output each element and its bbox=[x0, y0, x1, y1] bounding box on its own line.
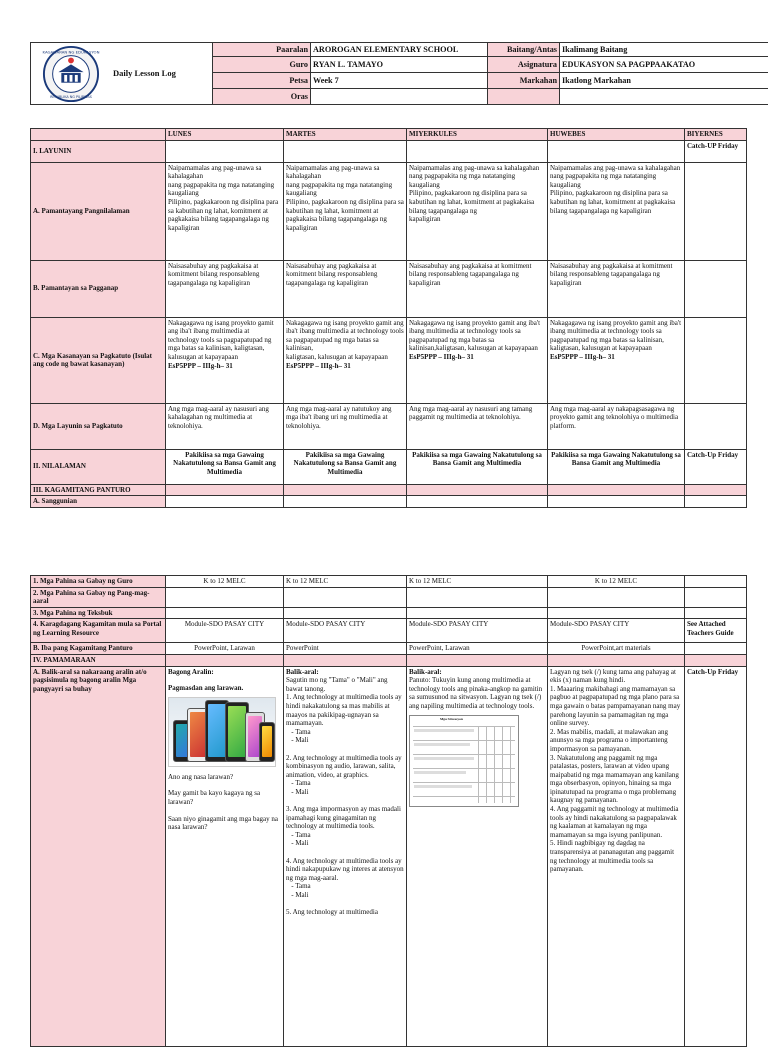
layunin-martes: Ang mga mag-aaral ay natutukoy ang mga iba't ibang uri ng multimedia at teknolohiya. bbox=[284, 403, 407, 449]
lesson-table-1 bbox=[30, 128, 747, 508]
balik-aral-miyerkules bbox=[407, 666, 548, 1046]
pangnilalaman-martes: Naipamamalas ang pag-unawa sa kahalagahan nang pagpapakita ng mga natatanging kaugaliang Pilipino, pagkakaroon ng disiplina para sa kabutihan ng lahat, komitment at pagkakaisa bilang tagapangalaga ng kapaligiran bbox=[284, 162, 407, 260]
lunes-title: Bagong Aralin: bbox=[168, 668, 281, 677]
logo-cell bbox=[31, 43, 213, 105]
balik-aral-lunes bbox=[166, 666, 284, 1046]
paaralan-label: Paaralan bbox=[213, 43, 311, 57]
sanggunian-label: A. Sanggunian bbox=[31, 496, 166, 508]
pagganap-miyerkules: Naisasabuhay ang pagkakaisa at komitment bilang responsableng tagapangalaga ng kapaligiran bbox=[407, 260, 548, 317]
kagamitan-lunes: PowerPoint, Larawan bbox=[166, 643, 284, 655]
lunes-subtitle: Pagmasdan ang larawan. bbox=[168, 684, 281, 693]
portal-lunes: Module-SDO PASAY CITY bbox=[166, 619, 284, 643]
portal-martes: Module-SDO PASAY CITY bbox=[284, 619, 407, 643]
kagamitang-panturo-label: III. KAGAMITANG PANTURO bbox=[31, 484, 166, 496]
kasanayan-label: C. Mga Kasanayan sa Pagkatuto (Isulat ang code ng bawat kasanayan) bbox=[31, 317, 166, 403]
day-miyerkules: MIYERKULES bbox=[407, 129, 548, 141]
header-table bbox=[30, 42, 768, 105]
layunin-lunes: Ang mga mag-aaral ay nasusuri ang kahalagahan ng multimedia at teknolohiya. bbox=[166, 403, 284, 449]
gabay-guro-lunes: K to 12 MELC bbox=[166, 576, 284, 588]
layunin-sa-pagkatuto-label: D. Mga Layunin sa Pagkatuto bbox=[31, 403, 166, 449]
oras-label: Oras bbox=[213, 89, 311, 105]
see-attached: See Attached Teachers Guide bbox=[685, 619, 747, 643]
layunin-label: I. LAYUNIN bbox=[31, 140, 166, 162]
martes-title: Balik-aral: bbox=[286, 668, 404, 677]
baitang-label: Baitang/Antas bbox=[488, 43, 560, 57]
lunes-question-3: Saan niyo ginagamit ang mga bagay na nasa larawan? bbox=[168, 815, 281, 832]
pagganap-lunes: Naisasabuhay ang pagkakaisa at komitment bilang responsableng tagapangalaga ng kapaligiran bbox=[166, 260, 284, 317]
balik-aral-label: A. Balik-aral sa nakaraang aralin at/o pagsisimula ng bagong aralin Mga pangyayri sa buhay bbox=[31, 666, 166, 1046]
document-title: Daily Lesson Log bbox=[113, 68, 176, 79]
day-huwebes: HUWEBES bbox=[548, 129, 685, 141]
nilalaman-martes: Pakikiisa sa mga Gawaing Nakatutulong sa Bansa Gamit ang Multimedia bbox=[284, 449, 407, 484]
day-lunes: LUNES bbox=[166, 129, 284, 141]
pagganap-huwebes: Naisasabuhay ang pagkakaisa at komitment bilang responsableng tagapangalaga ng kapaligiran bbox=[548, 260, 685, 317]
guro-value: RYAN L. TAMAYO bbox=[311, 57, 488, 73]
kasanayan-martes: Nakagagawa ng isang proyekto gamit ang iba't ibang multimedia at technology tools sa pagpapatupad ng mga batas sa kalinisan, kaligtasan, kalusugan at kapayapaan EsP5PPP – IIIg-h– 31 bbox=[284, 317, 407, 403]
guro-label: Guro bbox=[213, 57, 311, 73]
pagganap-martes: Naisasabuhay ang pagkakaisa at komitment bilang responsableng tagapangalaga ng kapaligiran bbox=[284, 260, 407, 317]
gabay-guro-martes: K to 12 MELC bbox=[284, 576, 407, 588]
kagamitan-martes: PowerPoint bbox=[284, 643, 407, 655]
gabay-guro-huwebes: K to 12 MELC bbox=[548, 576, 685, 588]
gabay-guro-miyerkules: K to 12 MELC bbox=[407, 576, 548, 588]
pangnilalaman-miyerkules: Naipamamalas ang pag-unawa sa kahalagahan nang pagpapakita ng mga natatanging kaugaliang Pilipino, pagkakaroon ng disiplina para sa kabutihan ng lahat, komitment at pagkakaisa bilang tagapangalaga ng kapaligiran bbox=[407, 162, 548, 260]
deped-seal-icon bbox=[41, 45, 101, 103]
balik-aral-huwebes: Lagyan ng tsek (/) kung tama ang pahayag at ekis (x) naman kung hindi. 1. Maaaring makibahagi ang mamamayan sa pagbuo at pagpapatupad ng mga plano para sa mga gawain o batas pampamayanan nang may parehong layunin sa pamamagitan ng mga online survey. 2. Mas mabilis, madali, at malawakan ang anunsyo sa mga programa o importanteng impormasyon sa pamayanan. 3. Nakatutulong ang paggamit ng mga patalastas, posters, larawan at video upang maipabatid ng mga mamamayan ang kanilang mga obserbasyon, opinyon, hinaing sa mga ipinatutupad na programa o mga problemang kaugnay ng pamayanan. 4. Ang paggamit ng technology at multimedia tools ay hindi nakakatulong sa pagpapalawak ng kaalaman at kamalayan ng mga mamamayan sa mga isyung panlipunan. 5. Hindi nagbibigay ng dagdag na transparensiya at pananagutan ang paggamit ng technology at multimedia tools sa pamayanan. bbox=[548, 666, 685, 1046]
petsa-value: Week 7 bbox=[311, 73, 488, 89]
kagamitan-huwebes: PowerPoint,art materials bbox=[548, 643, 685, 655]
baitang-value: Ikalimang Baitang bbox=[560, 43, 768, 57]
smartphones-image bbox=[168, 697, 276, 767]
pamantayan-sa-pagganap-label: B. Pamantayan sa Pagganap bbox=[31, 260, 166, 317]
pamantayang-pangnilalaman-label: A. Pamantayang Pangnilalaman bbox=[31, 162, 166, 260]
nilalaman-biyernes: Catch-Up Friday bbox=[685, 449, 747, 484]
svg-text:KAGAWARAN NG EDUKASYON: KAGAWARAN NG EDUKASYON bbox=[43, 49, 100, 54]
layunin-miyerkules: Ang mga mag-aaral ay nasusuri ang tamang paggamit ng multimedia at teknolohiya. bbox=[407, 403, 548, 449]
day-biyernes: BIYERNES bbox=[685, 129, 747, 141]
portal-huwebes: Module-SDO PASAY CITY bbox=[548, 619, 685, 643]
miyerkules-title: Balik-aral: bbox=[409, 668, 545, 677]
worksheet-image bbox=[409, 715, 519, 807]
portal-label: 4. Karagdagang Kagamitan mula sa Portal ng Learning Resource bbox=[31, 619, 166, 643]
iba-pang-kagamitan-label: B. Iba pang Kagamitang Panturo bbox=[31, 643, 166, 655]
asignatura-value: EDUKASYON SA PAGPPAAKATAO bbox=[560, 57, 768, 73]
svg-text:REPUBLIKA NG PILIPINAS: REPUBLIKA NG PILIPINAS bbox=[50, 95, 92, 99]
nilalaman-lunes: Pakikiisa sa mga Gawaing Nakatutulong sa Bansa Gamit ang Multimedia bbox=[166, 449, 284, 484]
martes-quiz: Sagutin mo ng "Tama" o "Mali" ang bawat tanong. 1. Ang technology at multimedia tools ay hindi nakakatulong sa mas mabilis at maayos na pakikipag-ugnayan sa mamamayan. - Tama - Mali 2. Ang technology at multimedia tools ay kombinasyon ng audio, larawan, salita, animation, video, at graphics. - Tama - Mali 3. Ang mga impormasyon ay mas madali ipamahagi kung ginagamitan ng technology at multimedia tools. - Tama - Mali 4. Ang technology at multimedia tools ay hindi nakapupukaw ng interes at atensyon ng mga mag-aaral. - Tama - Mali 5. Ang technology at multimedia bbox=[286, 676, 404, 917]
corner-cell bbox=[31, 129, 166, 141]
kasanayan-miyerkules: Nakagagawa ng isang proyekto gamit ang iba't ibang multimedia at technology tools sa pagpapatupad ng mga batas sa kalinisan,kaligtasan, kalusugan at kapayapaan EsP5PPP – IIIg-h– 31 bbox=[407, 317, 548, 403]
balik-aral-martes bbox=[284, 666, 407, 1046]
nilalaman-miyerkules: Pakikiisa sa mga Gawaing Nakatutulong sa Bansa Gamit ang Multimedia bbox=[407, 449, 548, 484]
kasanayan-huwebes: Nakagagawa ng isang proyekto gamit ang iba't ibang multimedia at technology tools sa pagpapatupad ng mga batas sa kalinisan, kaligtasan, kalusugan at kapayapaan EsP5PPP – IIIg-h– 31 bbox=[548, 317, 685, 403]
pangnilalaman-huwebes: Naipamamalas ang pag-unawa sa kahalagahan nang pagpapakita ng mga natatanging kaugaliang Pilipino, pagkakaroon ng disiplina para sa kabutihan ng lahat, komitment at pagkakaisa bilang tagapangalaga ng kapaligiran bbox=[548, 162, 685, 260]
nilalaman-huwebes: Pakikiisa sa mga Gawaing Nakatutulong sa Bansa Gamit ang Multimedia bbox=[548, 449, 685, 484]
miyerkules-instructions: Panuto: Tukuyin kung anong multimedia at technology tools ang pinaka-angkop na gamitin sa sumusunod na sitwasyon. Lagyan ng tsek (/) ang napiling multimedia at technology tools. bbox=[409, 676, 545, 710]
worksheet-title: Mga Sitwasyon bbox=[440, 717, 463, 722]
teksbuk-label: 3. Mga Pahina ng Teksbuk bbox=[31, 607, 166, 619]
oras-value bbox=[311, 89, 488, 105]
gabay-guro-label: 1. Mga Pahina sa Gabay ng Guro bbox=[31, 576, 166, 588]
nilalaman-label: II. NILALAMAN bbox=[31, 449, 166, 484]
empty-value bbox=[560, 89, 768, 105]
kasanayan-lunes: Nakagagawa ng isang proyekto gamit ang iba't ibang multimedia at technology tools sa pagpapatupad ng mga batas sa kalinisan, kaligtasan, kalusugan at kapayapaan EsP5PPP – IIIg-h– 31 bbox=[166, 317, 284, 403]
paaralan-value: AROROGAN ELEMENTARY SCHOOL bbox=[311, 43, 488, 57]
lunes-question-1: Ano ang nasa larawan? bbox=[168, 773, 281, 782]
lesson-table-2 bbox=[30, 575, 747, 1047]
portal-miyerkules: Module-SDO PASAY CITY bbox=[407, 619, 548, 643]
petsa-label: Petsa bbox=[213, 73, 311, 89]
gabay-mag-aaral-label: 2. Mga Pahina sa Gabay ng Pang-mag-aaral bbox=[31, 587, 166, 607]
catchup-friday: Catch-UP Friday bbox=[685, 140, 747, 162]
layunin-huwebes: Ang mga mag-aaral ay nakapagsasagawa ng proyekto gamit ang teknolohiya o multimedia platform. bbox=[548, 403, 685, 449]
empty-label bbox=[488, 89, 560, 105]
markahan-label: Markahan bbox=[488, 73, 560, 89]
lunes-question-2: May gamit ba kayo kagaya ng sa larawan? bbox=[168, 789, 281, 806]
pangnilalaman-lunes: Naipamamalas ang pag-unawa sa kahalagahan nang pagpapakita ng mga natatanging kaugaliang Pilipino, pagkakaroon ng disiplina para sa kabutihan ng lahat, komitment at pagkakaisa bilang tagapangalaga ng kapaligiran bbox=[166, 162, 284, 260]
kagamitan-miyerkules: PowerPoint, Larawan bbox=[407, 643, 548, 655]
day-martes: MARTES bbox=[284, 129, 407, 141]
pamamaraan-label: IV. PAMAMARAAN bbox=[31, 654, 166, 666]
balik-aral-biyernes: Catch-Up Friday bbox=[685, 666, 747, 1046]
asignatura-label: Asignatura bbox=[488, 57, 560, 73]
markahan-value: Ikatlong Markahan bbox=[560, 73, 768, 89]
